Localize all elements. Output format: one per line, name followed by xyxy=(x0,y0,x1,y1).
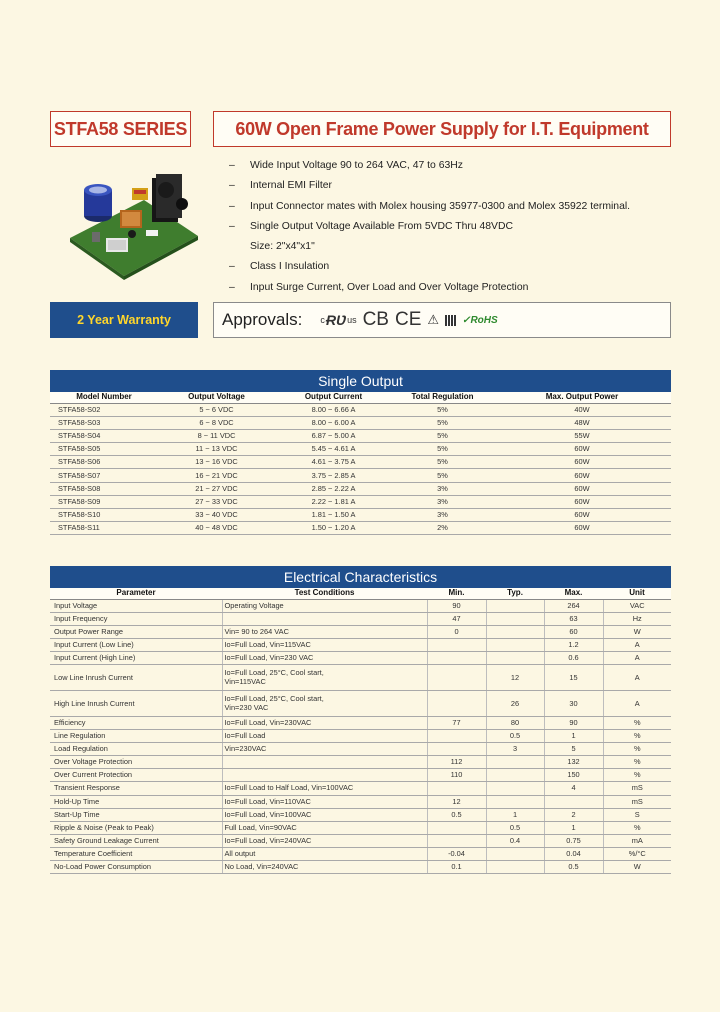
table-cell: 4 xyxy=(544,782,603,795)
table-cell: 1 xyxy=(544,821,603,834)
table-row xyxy=(50,625,671,638)
product-photo xyxy=(62,160,202,280)
qr-code-icon xyxy=(445,315,456,326)
table-cell: % xyxy=(603,821,671,834)
column-header: Output Current xyxy=(275,392,392,403)
table-row xyxy=(50,638,671,651)
table-cell xyxy=(427,651,486,664)
table-cell: 13 ~ 16 VDC xyxy=(158,456,275,469)
table-cell: Low Line Inrush Current xyxy=(50,664,222,690)
table-cell: 60W xyxy=(493,509,671,522)
table-cell: 5.45 ~ 4.61 A xyxy=(275,443,392,456)
table-cell: 6.87 ~ 5.00 A xyxy=(275,429,392,442)
table-cell xyxy=(222,612,427,625)
warranty-label: 2 Year Warranty xyxy=(77,313,171,327)
table-cell: STFA58-S09 xyxy=(50,495,158,508)
table-cell: 2.85 ~ 2.22 A xyxy=(275,482,392,495)
table-cell: 5% xyxy=(392,469,493,482)
table-row xyxy=(50,456,671,469)
table-cell: Operating Voltage xyxy=(222,599,427,612)
table-cell xyxy=(486,861,544,874)
table-cell: 1.2 xyxy=(544,638,603,651)
table-cell: 5% xyxy=(392,416,493,429)
table-row xyxy=(50,612,671,625)
table-row xyxy=(50,847,671,860)
table-cell: Start-Up Time xyxy=(50,808,222,821)
table-cell: Input Current (Low Line) xyxy=(50,638,222,651)
table-cell: Over Voltage Protection xyxy=(50,756,222,769)
table-cell: Over Current Protection xyxy=(50,769,222,782)
table-cell xyxy=(486,612,544,625)
table-cell: Io=Full Load, 25°C, Cool start, Vin=115VAC xyxy=(222,664,427,690)
table-cell: 5 ~ 6 VDC xyxy=(158,403,275,416)
table-cell: 5% xyxy=(392,429,493,442)
table-cell: 47 xyxy=(427,612,486,625)
table-cell xyxy=(427,834,486,847)
table-cell: Input Frequency xyxy=(50,612,222,625)
column-header: Max. Output Power xyxy=(493,392,671,403)
table-row xyxy=(50,664,671,690)
table-cell: A xyxy=(603,690,671,716)
table-cell: 5 xyxy=(544,743,603,756)
electrical-table xyxy=(50,588,671,874)
approvals-label: Approvals: xyxy=(222,310,303,329)
table-cell: 3 xyxy=(486,743,544,756)
table-cell: STFA58-S06 xyxy=(50,456,158,469)
table-cell: 2.22 ~ 1.81 A xyxy=(275,495,392,508)
warranty-badge xyxy=(50,302,198,338)
feature-item: – Wide Input Voltage 90 to 264 VAC, 47 to 63Hz xyxy=(229,160,463,171)
table-row xyxy=(50,730,671,743)
feature-item: – Input Surge Current, Over Load and Over Voltage Protection xyxy=(229,281,529,293)
column-header: Output Voltage xyxy=(158,392,275,403)
table-cell: 60W xyxy=(493,482,671,495)
series-title: STFA58 SERIES xyxy=(53,118,188,139)
table-row xyxy=(50,756,671,769)
table-cell: Io=Full Load, Vin=100VAC xyxy=(222,808,427,821)
table-cell: 48W xyxy=(493,416,671,429)
table-cell: 60W xyxy=(493,456,671,469)
table-cell: 8.00 ~ 6.00 A xyxy=(275,416,392,429)
column-header: Unit xyxy=(603,588,671,599)
table-cell: 0.4 xyxy=(486,834,544,847)
table-cell: 60 xyxy=(544,625,603,638)
table-cell: 6 ~ 8 VDC xyxy=(158,416,275,429)
table-cell: Io=Full Load, Vin=240VAC xyxy=(222,834,427,847)
table-cell xyxy=(486,651,544,664)
table-cell xyxy=(486,638,544,651)
table-cell: Io=Full Load, 25°C, Cool start, Vin=230 VAC xyxy=(222,690,427,716)
table-row xyxy=(50,495,671,508)
table-cell: STFA58-S05 xyxy=(50,443,158,456)
table-cell: 0.5 xyxy=(486,821,544,834)
table-cell: %/°C xyxy=(603,847,671,860)
table-cell: 40W xyxy=(493,403,671,416)
feature-item: Size: 2"x4"x1" xyxy=(250,241,315,253)
table-row xyxy=(50,482,671,495)
feature-list xyxy=(229,156,689,298)
table-cell: 60W xyxy=(493,495,671,508)
table-header-row xyxy=(50,392,671,403)
table-cell: Vin=230VAC xyxy=(222,743,427,756)
table-row xyxy=(50,795,671,808)
table-cell: 264 xyxy=(544,599,603,612)
table-cell: 3% xyxy=(392,495,493,508)
table-cell: A xyxy=(603,651,671,664)
table-cell: 60W xyxy=(493,522,671,535)
table-cell: Full Load, Vin=90VAC xyxy=(222,821,427,834)
table-cell: Io=Full Load to Half Load, Vin=100VAC xyxy=(222,782,427,795)
feature-item: – Class I Insulation xyxy=(229,261,330,273)
table-cell: 0.04 xyxy=(544,847,603,860)
table-cell: 33 ~ 40 VDC xyxy=(158,509,275,522)
table-row xyxy=(50,861,671,874)
table-cell xyxy=(486,795,544,808)
table-cell: % xyxy=(603,730,671,743)
table-cell: 30 xyxy=(544,690,603,716)
table-cell: 90 xyxy=(544,716,603,729)
table-row xyxy=(50,443,671,456)
table-cell: -0.04 xyxy=(427,847,486,860)
table-cell: No-Load Power Consumption xyxy=(50,861,222,874)
table-row xyxy=(50,651,671,664)
table-row xyxy=(50,509,671,522)
table-cell: 8 ~ 11 VDC xyxy=(158,429,275,442)
electrical-section xyxy=(50,566,671,874)
table-row xyxy=(50,743,671,756)
table-cell: mS xyxy=(603,795,671,808)
table-cell: 1.81 ~ 1.50 A xyxy=(275,509,392,522)
table-cell: 21 ~ 27 VDC xyxy=(158,482,275,495)
table-cell: 5% xyxy=(392,456,493,469)
table-cell xyxy=(486,599,544,612)
table-cell xyxy=(486,756,544,769)
table-cell: Input Voltage xyxy=(50,599,222,612)
table-row xyxy=(50,599,671,612)
table-cell: Safety Ground Leakage Current xyxy=(50,834,222,847)
cb-mark-icon: CB xyxy=(362,309,389,330)
table-cell: Io=Full Load, Vin=110VAC xyxy=(222,795,427,808)
table-cell xyxy=(222,756,427,769)
table-cell: High Line Inrush Current xyxy=(50,690,222,716)
table-cell xyxy=(544,795,603,808)
table-cell: All output xyxy=(222,847,427,860)
table-cell: W xyxy=(603,861,671,874)
table-cell xyxy=(486,625,544,638)
table-cell: 132 xyxy=(544,756,603,769)
table-row xyxy=(50,782,671,795)
column-header: Typ. xyxy=(486,588,544,599)
table-cell: 12 xyxy=(427,795,486,808)
single-output-table xyxy=(50,392,671,535)
table-cell xyxy=(427,730,486,743)
table-row xyxy=(50,469,671,482)
feature-item: – Input Connector mates with Molex housing 35977-0300 and Molex 35922 terminal. xyxy=(229,200,631,212)
table-cell: Hz xyxy=(603,612,671,625)
column-header: Total Regulation xyxy=(392,392,493,403)
table-cell: % xyxy=(603,769,671,782)
product-title: 60W Open Frame Power Supply for I.T. Equipment xyxy=(235,118,649,139)
table-cell: Transient Response xyxy=(50,782,222,795)
table-cell: 15 xyxy=(544,664,603,690)
table-cell: 77 xyxy=(427,716,486,729)
table-row xyxy=(50,403,671,416)
table-cell xyxy=(486,782,544,795)
table-cell: 0.5 xyxy=(486,730,544,743)
table-cell: 8.00 ~ 6.66 A xyxy=(275,403,392,416)
table-cell xyxy=(427,743,486,756)
table-cell: STFA58-S03 xyxy=(50,416,158,429)
cul-mark-icon: c ɌƲ us xyxy=(320,312,357,328)
table-cell: STFA58-S07 xyxy=(50,469,158,482)
table-row xyxy=(50,716,671,729)
table-cell: 1.50 ~ 1.20 A xyxy=(275,522,392,535)
table-cell: 1 xyxy=(486,808,544,821)
column-header: Model Number xyxy=(50,392,158,403)
column-header: Max. xyxy=(544,588,603,599)
table-cell: 16 ~ 21 VDC xyxy=(158,469,275,482)
table-cell: 63 xyxy=(544,612,603,625)
table-cell: Output Power Range xyxy=(50,625,222,638)
table-cell: Io=Full Load, Vin=115VAC xyxy=(222,638,427,651)
table-cell: 27 ~ 33 VDC xyxy=(158,495,275,508)
table-cell: 3% xyxy=(392,482,493,495)
table-header-row xyxy=(50,588,671,599)
product-title-box xyxy=(213,111,671,147)
table-cell: 0.6 xyxy=(544,651,603,664)
table-cell: 2 xyxy=(544,808,603,821)
table-cell: 55W xyxy=(493,429,671,442)
table-cell: STFA58-S08 xyxy=(50,482,158,495)
table-cell: Io=Full Load, Vin=230VAC xyxy=(222,716,427,729)
table-cell: mA xyxy=(603,834,671,847)
table-cell: 60W xyxy=(493,443,671,456)
table-cell: STFA58-S02 xyxy=(50,403,158,416)
table-cell: STFA58-S10 xyxy=(50,509,158,522)
table-cell: Io=Full Load xyxy=(222,730,427,743)
table-cell xyxy=(427,690,486,716)
table-row xyxy=(50,769,671,782)
single-output-heading: Single Output xyxy=(50,370,671,392)
table-cell: 5% xyxy=(392,403,493,416)
table-cell: 2% xyxy=(392,522,493,535)
table-row xyxy=(50,429,671,442)
series-title-box xyxy=(50,111,191,147)
table-cell: 90 xyxy=(427,599,486,612)
table-cell: 150 xyxy=(544,769,603,782)
table-cell: Io=Full Load, Vin=230 VAC xyxy=(222,651,427,664)
table-cell: 4.61 ~ 3.75 A xyxy=(275,456,392,469)
single-output-section xyxy=(50,370,671,535)
table-cell: A xyxy=(603,638,671,651)
electrical-heading: Electrical Characteristics xyxy=(50,566,671,588)
table-cell: STFA58-S04 xyxy=(50,429,158,442)
table-cell: 5% xyxy=(392,443,493,456)
table-cell xyxy=(427,782,486,795)
table-row xyxy=(50,834,671,847)
table-cell: Load Regulation xyxy=(50,743,222,756)
table-cell xyxy=(427,664,486,690)
table-cell: 80 xyxy=(486,716,544,729)
table-cell: 26 xyxy=(486,690,544,716)
table-cell: Line Regulation xyxy=(50,730,222,743)
table-cell: VAC xyxy=(603,599,671,612)
column-header: Min. xyxy=(427,588,486,599)
table-row xyxy=(50,416,671,429)
table-cell xyxy=(222,769,427,782)
table-cell: 3% xyxy=(392,509,493,522)
table-cell: mS xyxy=(603,782,671,795)
table-row xyxy=(50,690,671,716)
table-cell: Input Current (High Line) xyxy=(50,651,222,664)
table-cell: No Load, Vin=240VAC xyxy=(222,861,427,874)
table-cell: 0.5 xyxy=(544,861,603,874)
ce-mark-icon: CE xyxy=(394,309,422,330)
table-cell: Hold-Up Time xyxy=(50,795,222,808)
table-cell: 0.5 xyxy=(427,808,486,821)
table-row xyxy=(50,808,671,821)
warning-triangle-icon: ⚠ xyxy=(427,312,440,327)
column-header: Test Conditions xyxy=(222,588,427,599)
table-cell: 12 xyxy=(486,664,544,690)
table-cell: 3.75 ~ 2.85 A xyxy=(275,469,392,482)
table-cell: 0.75 xyxy=(544,834,603,847)
table-cell: 0 xyxy=(427,625,486,638)
column-header: Parameter xyxy=(50,588,222,599)
table-cell xyxy=(427,638,486,651)
table-cell xyxy=(486,769,544,782)
table-cell: 40 ~ 48 VDC xyxy=(158,522,275,535)
table-cell: 60W xyxy=(493,469,671,482)
table-cell xyxy=(486,847,544,860)
feature-item: – Single Output Voltage Available From 5VDC Thru 48VDC xyxy=(229,220,513,232)
table-cell: % xyxy=(603,716,671,729)
table-cell: S xyxy=(603,808,671,821)
table-cell: A xyxy=(603,664,671,690)
table-row xyxy=(50,522,671,535)
table-cell: 1 xyxy=(544,730,603,743)
table-cell: Efficiency xyxy=(50,716,222,729)
table-cell: % xyxy=(603,743,671,756)
table-cell: W xyxy=(603,625,671,638)
table-row xyxy=(50,821,671,834)
table-cell: 112 xyxy=(427,756,486,769)
feature-item: – Internal EMI Filter xyxy=(229,180,332,192)
rohs-mark-icon: ✓RoHS xyxy=(462,314,498,326)
table-cell: % xyxy=(603,756,671,769)
table-cell: 0.1 xyxy=(427,861,486,874)
table-cell: 11 ~ 13 VDC xyxy=(158,443,275,456)
approvals-box xyxy=(213,302,671,338)
table-cell xyxy=(427,821,486,834)
table-cell: Vin= 90 to 264 VAC xyxy=(222,625,427,638)
table-cell: 110 xyxy=(427,769,486,782)
table-cell: STFA58-S11 xyxy=(50,522,158,535)
table-cell: Temperature Coefficient xyxy=(50,847,222,860)
table-cell: Ripple & Noise (Peak to Peak) xyxy=(50,821,222,834)
